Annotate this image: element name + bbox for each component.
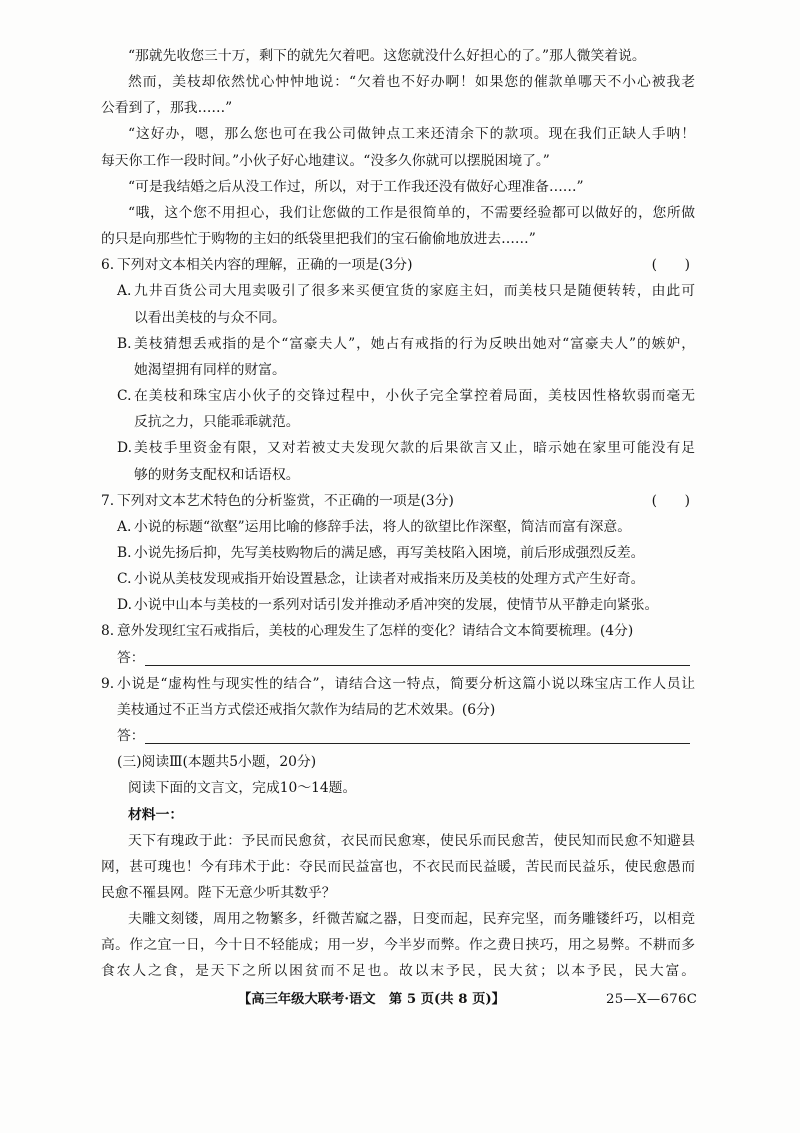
material-label: 材料一： bbox=[128, 806, 184, 823]
narrative-line: “这好办，嗯，那么您也可在我公司做钟点工来还清余下的款项。现在我们正缺人手呐！ bbox=[128, 126, 695, 143]
question-9-stem bbox=[101, 671, 695, 697]
classical-text-line: 夫雕文刻镂，周用之物繁多，纤微苦窳之器，日变而起，民弃完坚，而务雕镂纤巧，以相竞 bbox=[128, 911, 695, 928]
question-6-stem bbox=[101, 252, 695, 278]
answer-label: 答： bbox=[117, 728, 145, 745]
option-text: 小说中山本与美枝的一系列对话引发并推动矛盾冲突的发展，使情节从平静走向紧张。 bbox=[134, 597, 659, 614]
option-text: 美枝手里资金有限，又对若被丈夫发现欠款的后果欲言又止，暗示她在家里可能没有足 bbox=[134, 440, 695, 457]
question-number: 9. bbox=[101, 675, 115, 692]
option-letter: D. bbox=[117, 440, 132, 457]
option-letter: A. bbox=[117, 518, 132, 535]
option-b bbox=[101, 331, 695, 357]
question-stem-continuation: 美枝通过不正当方式偿还戒指欠款作为结局的艺术效果。(6分) bbox=[117, 701, 496, 718]
option-c bbox=[101, 383, 695, 409]
option-a bbox=[101, 278, 695, 304]
option-text: 小说从美枝发现戒指开始设置悬念，让读者对戒指来历及美枝的处理方式产生好奇。 bbox=[134, 571, 645, 588]
question-stem: 下列对文本相关内容的理解，正确的一项是(3分) bbox=[117, 257, 413, 274]
question-7-stem bbox=[101, 488, 695, 514]
option-text: 在美枝和珠宝店小伙子的交锋过程中，小伙子完全掌控着局面，美枝因性格软弱而毫无 bbox=[134, 388, 695, 405]
answer-line bbox=[101, 723, 695, 749]
classical-text-line: 食农人之食，是天下之所以困贫而不足也。故以末予民，民大贫；以本予民，民大富。 bbox=[101, 963, 695, 980]
option-b-continuation: 她渴望拥有同样的财富。 bbox=[134, 361, 286, 378]
option-d-continuation: 够的财务支配权和话语权。 bbox=[134, 466, 300, 483]
narrative-line: “可是我结婚之后从没工作过，所以，对于工作我还没有做好心理准备……” bbox=[128, 178, 584, 195]
option-b bbox=[101, 540, 695, 566]
option-letter: D. bbox=[117, 597, 132, 614]
question-number: 7. bbox=[101, 492, 115, 509]
classical-text-line: 天下有瑰政于此：予民而民愈贫，衣民而民愈寒，使民乐而民愈苦，使民知而民愈不知避县 bbox=[128, 832, 695, 849]
option-letter: C. bbox=[117, 571, 132, 588]
classical-text-line: 网，甚可瑰也！今有玮术于此：夺民而民益富也，不衣民而民益暖，苦民而民益乐，使民愈愚而 bbox=[101, 858, 695, 875]
question-8-stem bbox=[101, 618, 695, 644]
footer-title: 【高三年级大联考·语文 第 5 页(共 8 页)】 bbox=[238, 992, 505, 1007]
option-text: 小说先扬后抑，先写美枝购物后的满足感，再写美枝陷入困境，前后形成强烈反差。 bbox=[134, 544, 645, 561]
answer-parentheses: ( ) bbox=[651, 492, 690, 509]
option-text: 美枝猜想丢戒指的是个“富豪夫人”，她占有戒指的行为反映出她对“富豪夫人”的嫉妒， bbox=[134, 335, 695, 352]
question-stem: 意外发现红宝石戒指后，美枝的心理发生了怎样的变化？请结合文本简要梳理。(4分) bbox=[117, 623, 634, 640]
answer-line bbox=[101, 645, 695, 671]
option-letter: B. bbox=[117, 544, 132, 561]
option-letter: A. bbox=[117, 283, 132, 300]
narrative-line: “那就先收您三十万，剩下的就先欠着吧。这您就没什么好担心的了。”那人微笑着说。 bbox=[128, 48, 646, 64]
option-text: 九井百货公司大甩卖吸引了很多来买便宜货的家庭主妇，而美枝只是随便转转，由此可 bbox=[134, 283, 695, 300]
narrative-line: 每天你工作一段时间。”小伙子好心地建议。“没多久你就可以摆脱困境了。” bbox=[101, 152, 550, 169]
question-number: 6. bbox=[101, 257, 115, 274]
option-a bbox=[101, 514, 695, 540]
narrative-line: 的只是向那些忙于购物的主妇的纸袋里把我们的宝石偷偷地放进去……” bbox=[101, 231, 536, 248]
question-number: 8. bbox=[101, 623, 115, 640]
option-c-continuation: 反抗之力，只能乖乖就范。 bbox=[134, 414, 300, 431]
answer-blank bbox=[145, 726, 690, 744]
option-letter: B. bbox=[117, 335, 132, 352]
option-text: 小说的标题“欲壑”运用比喻的修辞手法，将人的欲望比作深壑，简洁而富有深意。 bbox=[134, 518, 631, 535]
classical-text-line: 高。作之宜一日，今十日不轻能成；用一岁，今半岁而弊。作之费日挟巧，用之易弊。不耕而多 bbox=[101, 937, 695, 954]
option-c bbox=[101, 566, 695, 592]
question-stem: 小说是“虚构性与现实性的结合”，请结合这一特点，简要分析这篇小说以珠宝店工作人员让 bbox=[117, 675, 695, 692]
answer-parentheses: ( ) bbox=[651, 257, 690, 274]
narrative-line: 然而，美枝却依然忧心忡忡地说：“欠着也不好办啊！如果您的催款单哪天不小心被我老 bbox=[128, 74, 695, 91]
answer-blank bbox=[145, 648, 690, 666]
page-footer bbox=[0, 987, 800, 1013]
option-d bbox=[101, 435, 695, 461]
option-letter: C. bbox=[117, 388, 132, 405]
narrative-line: 公看到了，那我……” bbox=[101, 100, 233, 117]
footer-code: 25—X—676C bbox=[606, 992, 698, 1007]
section-instruction: 阅读下面的文言文，完成10～14题。 bbox=[128, 780, 357, 797]
exam-page bbox=[101, 43, 695, 985]
answer-label: 答： bbox=[117, 649, 145, 666]
option-d bbox=[101, 592, 695, 618]
option-a-continuation: 以看出美枝的与众不同。 bbox=[134, 309, 286, 326]
narrative-line: “哦，这个您不用担心，我们让您做的工作是很简单的，不需要经验都可以做好的，您所做 bbox=[128, 204, 695, 221]
classical-text-line: 民愈不罹县网。陛下无意少听其数乎？ bbox=[101, 885, 336, 901]
question-stem: 下列对文本艺术特色的分析鉴赏，不正确的一项是(3分) bbox=[117, 492, 454, 509]
section-heading: (三)阅读Ⅲ(本题共5小题，20分) bbox=[117, 754, 317, 771]
